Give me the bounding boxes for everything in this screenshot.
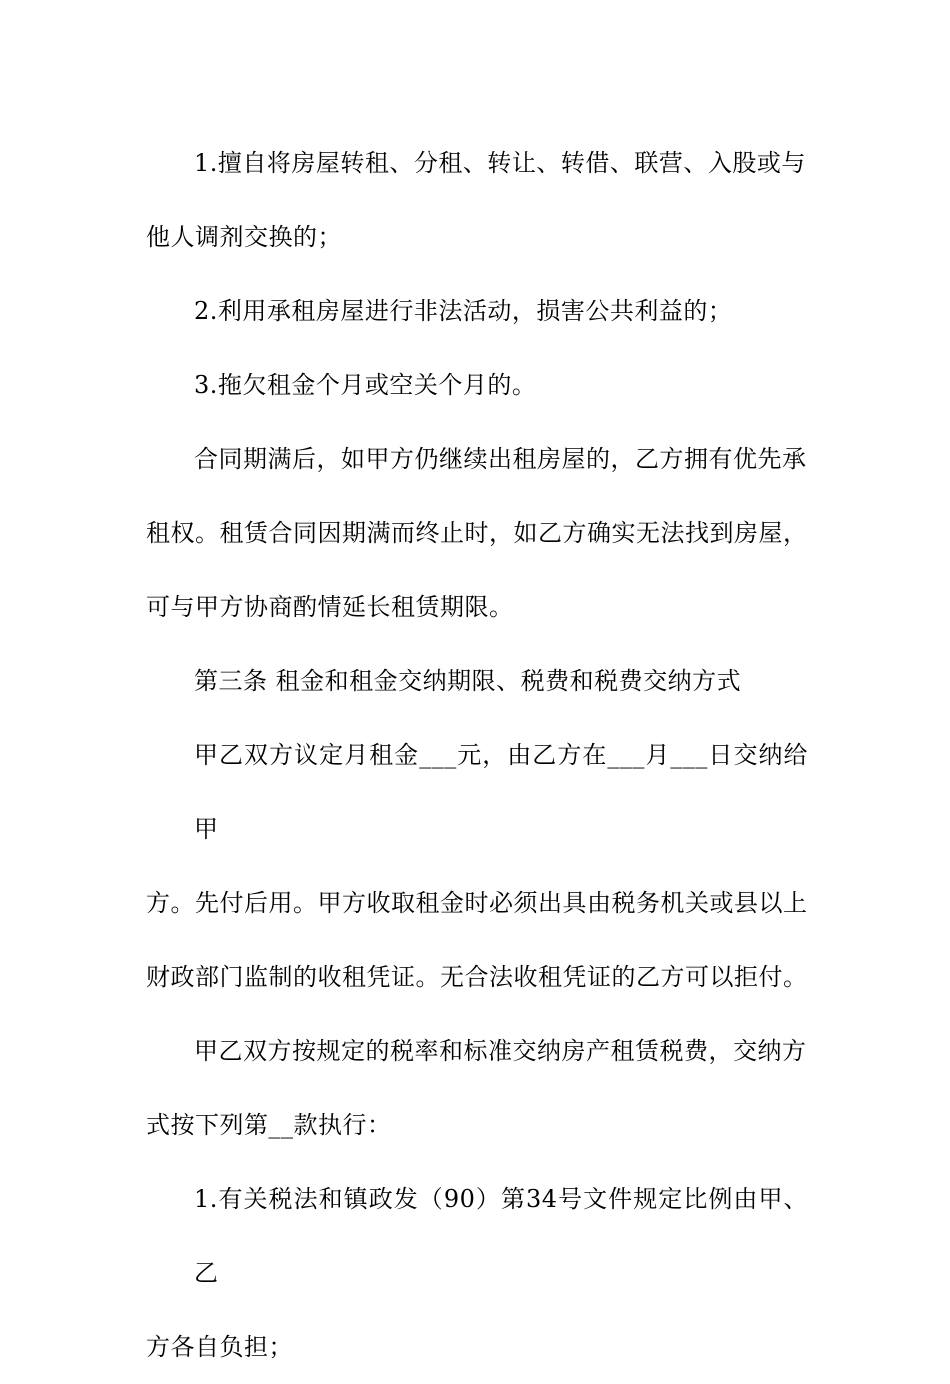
paragraph-line: 第三条 租金和租金交纳期限、税费和税费交纳方式 [194,667,742,695]
paragraph-line: 可与甲方协商酌情延长租赁期限。 [146,593,514,621]
paragraph-line: 他人调剂交换的； [146,223,342,251]
paragraph-line: 财政部门监制的收租凭证。无合法收租凭证的乙方可以拒付。 [146,963,808,991]
paragraph-rent-terms [146,718,808,1014]
paragraph-line: 甲乙双方按规定的税率和标准交纳房产租赁税费，交纳方 [194,1037,807,1065]
paragraph-illegal-activity-clause [146,274,808,348]
paragraph-line: 3.拖欠租金个月或空关个月的。 [194,371,537,399]
paragraph-tax-option-one [146,1162,808,1384]
paragraph-tax-payment [146,1014,808,1162]
paragraph-arrears-clause [146,348,808,422]
paragraph-line: 式按下列第__款执行： [146,1111,392,1139]
paragraph-line: 租权。租赁合同因期满而终止时，如乙方确实无法找到房屋， [146,519,808,547]
paragraph-line: 甲乙双方议定月租金___元，由乙方在___月___日交纳给甲 [194,741,808,843]
article-three-heading [146,644,808,718]
paragraph-line: 2.利用承租房屋进行非法活动，损害公共利益的； [194,297,733,325]
paragraph-line: 方。先付后用。甲方收取租金时必须出具由税务机关或县以上 [146,889,808,917]
paragraph-line: 1.擅自将房屋转租、分租、转让、转借、联营、入股或与 [194,149,806,177]
paragraph-renewal-priority [146,422,808,644]
paragraph-line: 1.有关税法和镇政发（90）第34号文件规定比例由甲、乙 [194,1185,808,1287]
paragraph-line: 方各自负担； [146,1333,293,1361]
paragraph-sublet-clause [146,126,808,274]
paragraph-line: 合同期满后，如甲方仍继续出租房屋的，乙方拥有优先承 [194,445,807,473]
document-body [146,126,808,1384]
